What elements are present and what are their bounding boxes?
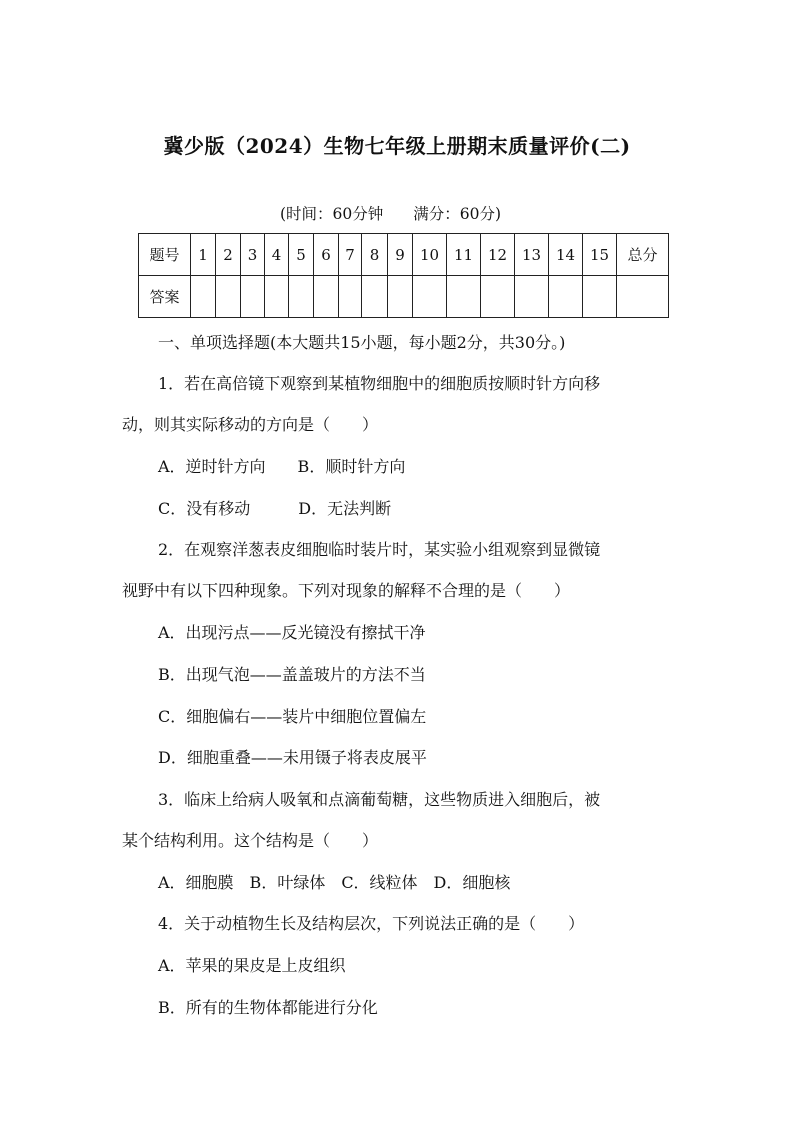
question-3-stem-cont: 某个结构利用。这个结构是（ ） — [122, 831, 379, 850]
answer-cell[interactable] — [447, 276, 481, 318]
question-4-option-b: B．所有的生物体都能进行分化 — [158, 998, 378, 1017]
question-number-cell: 15 — [583, 234, 617, 276]
score-table — [138, 233, 669, 318]
answer-cell[interactable] — [413, 276, 447, 318]
full-score: 满分：60分) — [413, 205, 502, 223]
score-table-answer-row — [139, 276, 669, 318]
answer-cell[interactable] — [216, 276, 241, 318]
answer-cell[interactable] — [339, 276, 362, 318]
question-2-option-b: B．出现气泡——盖盖玻片的方法不当 — [158, 665, 426, 684]
question-number-cell: 6 — [314, 234, 339, 276]
question-number-cell: 7 — [339, 234, 362, 276]
score-table-header-row — [139, 234, 669, 276]
answer-cell[interactable] — [191, 276, 216, 318]
answer-cell[interactable] — [583, 276, 617, 318]
answer-label: 答案 — [139, 276, 191, 318]
question-number-cell: 8 — [362, 234, 388, 276]
question-number-cell: 4 — [265, 234, 289, 276]
answer-cell[interactable] — [481, 276, 515, 318]
total-score-label: 总分 — [617, 234, 669, 276]
question-1-options-ab: A．逆时针方向 B．顺时针方向 — [158, 457, 406, 476]
question-2-stem-cont: 视野中有以下四种现象。下列对现象的解释不合理的是（ ） — [122, 581, 571, 600]
question-number-cell: 12 — [481, 234, 515, 276]
question-1-stem: 1．若在高倍镜下观察到某植物细胞中的细胞质按顺时针方向移 — [158, 374, 601, 393]
question-number-cell: 14 — [549, 234, 583, 276]
question-number-cell: 10 — [413, 234, 447, 276]
question-number-label: 题号 — [139, 234, 191, 276]
question-2-option-d: D．细胞重叠——未用镊子将表皮展平 — [158, 748, 427, 767]
question-2-stem: 2．在观察洋葱表皮细胞临时装片时，某实验小组观察到显微镜 — [158, 540, 601, 559]
question-number-cell: 11 — [447, 234, 481, 276]
exam-meta — [280, 202, 501, 224]
question-number-cell: 9 — [388, 234, 413, 276]
answer-cell[interactable] — [515, 276, 549, 318]
answer-cell[interactable] — [388, 276, 413, 318]
total-score-cell[interactable] — [617, 276, 669, 318]
answer-cell[interactable] — [265, 276, 289, 318]
question-2-option-a: A．出现污点——反光镜没有擦拭干净 — [158, 623, 426, 642]
answer-cell[interactable] — [549, 276, 583, 318]
question-3-stem: 3．临床上给病人吸氧和点滴葡萄糖，这些物质进入细胞后，被 — [158, 790, 601, 809]
question-1-stem-cont: 动，则其实际移动的方向是（ ） — [122, 415, 379, 434]
answer-cell[interactable] — [314, 276, 339, 318]
question-number-cell: 3 — [241, 234, 265, 276]
question-3-options: A．细胞膜 B．叶绿体 C．线粒体 D．细胞核 — [158, 873, 511, 892]
answer-cell[interactable] — [241, 276, 265, 318]
question-4-stem: 4．关于动植物生长及结构层次，下列说法正确的是（ ） — [158, 914, 585, 933]
exam-title: 冀少版（2024）生物七年级上册期末质量评价(二) — [163, 134, 631, 158]
time-limit: (时间：60分钟 — [280, 205, 384, 223]
answer-cell[interactable] — [289, 276, 314, 318]
question-number-cell: 2 — [216, 234, 241, 276]
question-4-option-a: A．苹果的果皮是上皮组织 — [158, 956, 346, 975]
question-1-options-cd: C．没有移动 D．无法判断 — [158, 499, 392, 518]
section-heading: 一、单项选择题(本大题共15小题，每小题2分，共30分。) — [158, 333, 566, 352]
question-number-cell: 13 — [515, 234, 549, 276]
answer-cell[interactable] — [362, 276, 388, 318]
question-number-cell: 5 — [289, 234, 314, 276]
question-2-option-c: C．细胞偏右——装片中细胞位置偏左 — [158, 707, 427, 726]
question-number-cell: 1 — [191, 234, 216, 276]
